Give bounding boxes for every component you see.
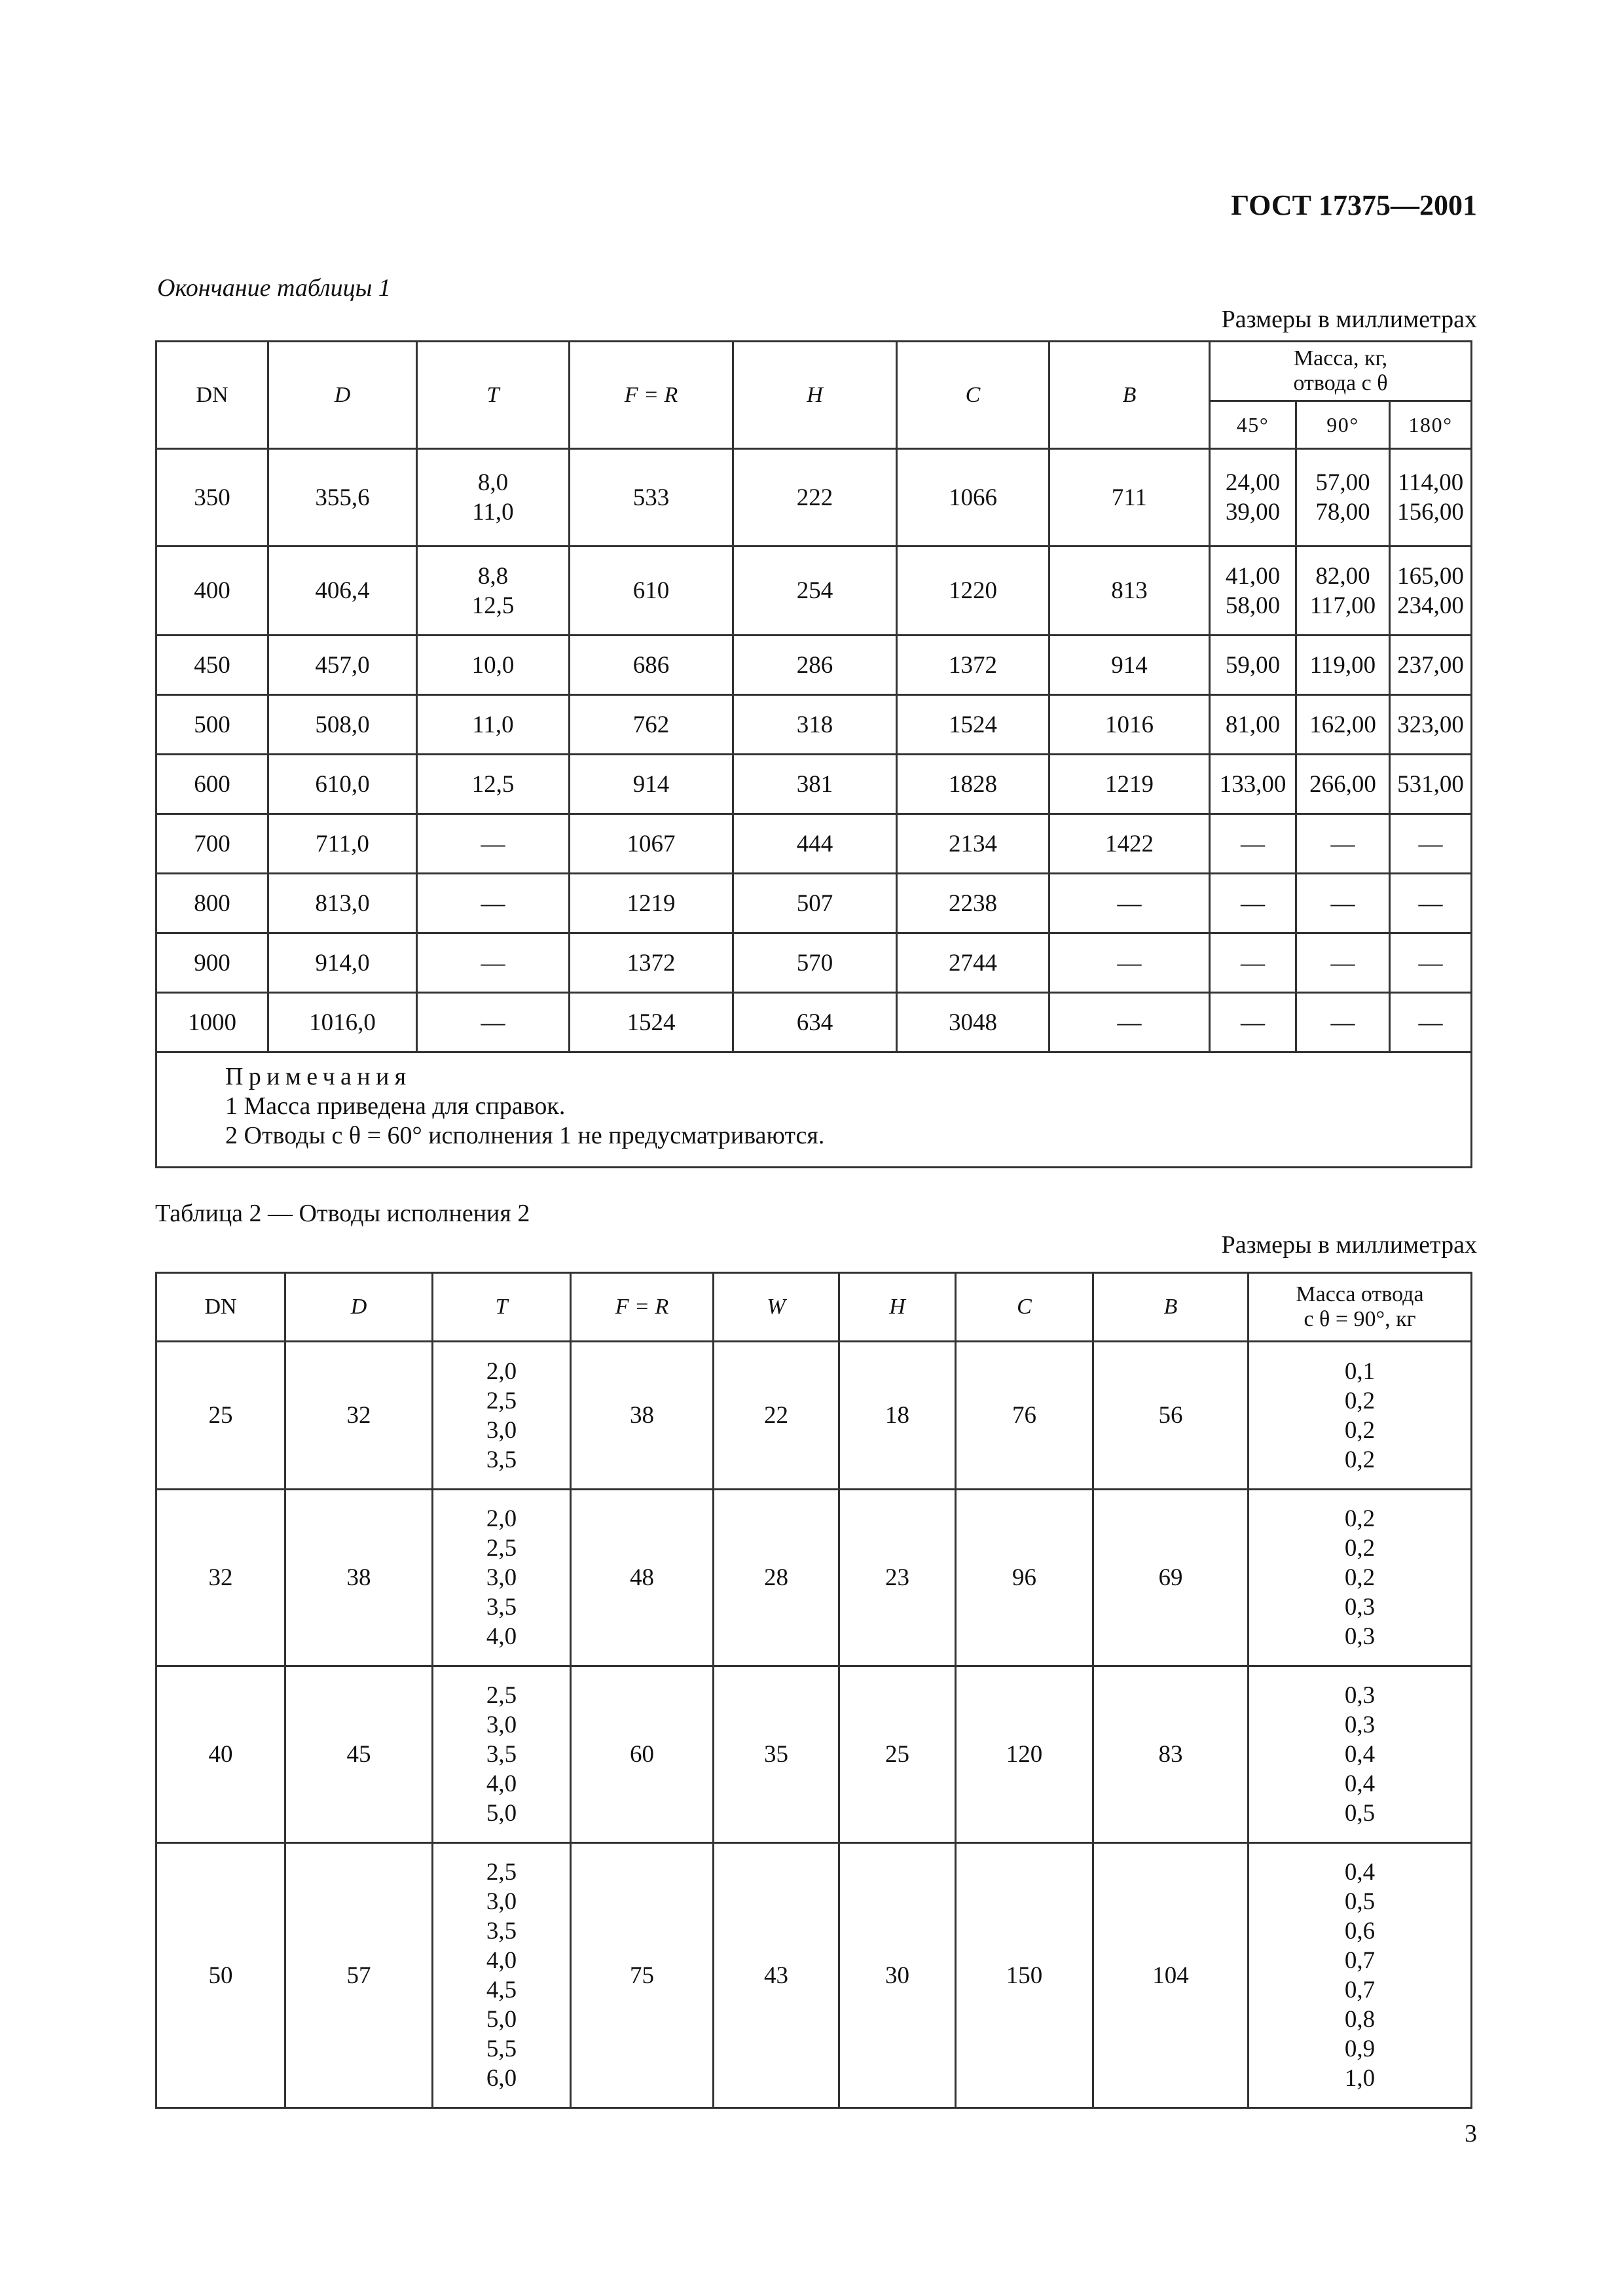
t1-cell-t: — bbox=[417, 933, 570, 993]
t1-header-mass-90: 90° bbox=[1296, 401, 1390, 449]
t1-cell-c: 1524 bbox=[897, 695, 1049, 755]
t1-cell-t: — bbox=[417, 814, 570, 874]
table-row bbox=[156, 547, 1472, 636]
t2-cell-mass: 0,2 0,2 0,2 0,3 0,3 bbox=[1249, 1490, 1472, 1666]
t1-cell-t: 8,8 12,5 bbox=[417, 547, 570, 636]
t1-cell-f-r: 533 bbox=[570, 449, 733, 547]
t1-cell-b: 711 bbox=[1049, 449, 1210, 547]
t1-cell-dn: 600 bbox=[156, 755, 268, 814]
t2-cell-mass: 0,3 0,3 0,4 0,4 0,5 bbox=[1249, 1666, 1472, 1843]
t1-cell-d: 355,6 bbox=[268, 449, 417, 547]
table-row bbox=[156, 1342, 1472, 1490]
t2-header-b: B bbox=[1093, 1273, 1249, 1342]
t2-cell-f-r: 48 bbox=[571, 1490, 714, 1666]
t1-cell-mass-45: 59,00 bbox=[1210, 636, 1296, 695]
table-row bbox=[156, 1490, 1472, 1666]
t2-cell-w: 43 bbox=[714, 1843, 839, 2108]
t2-header-w: W bbox=[714, 1273, 839, 1342]
t2-cell-t: 2,5 3,0 3,5 4,0 5,0 bbox=[433, 1666, 571, 1843]
note-2: 2 Отводы с θ = 60° исполнения 1 не предусматриваются. bbox=[225, 1122, 825, 1149]
t1-cell-t: — bbox=[417, 874, 570, 933]
table2-body bbox=[156, 1342, 1472, 2108]
note-1: 1 Масса приведена для справок. bbox=[225, 1092, 566, 1120]
t2-cell-mass: 0,4 0,5 0,6 0,7 0,7 0,8 0,9 1,0 bbox=[1249, 1843, 1472, 2108]
t1-cell-t: 10,0 bbox=[417, 636, 570, 695]
t2-cell-c: 150 bbox=[956, 1843, 1093, 2108]
t1-cell-mass-180: — bbox=[1390, 933, 1472, 993]
t2-cell-h: 18 bbox=[839, 1342, 956, 1490]
t2-header-h: H bbox=[839, 1273, 956, 1342]
t2-cell-w: 22 bbox=[714, 1342, 839, 1490]
t1-cell-f-r: 762 bbox=[570, 695, 733, 755]
t1-cell-mass-180: — bbox=[1390, 993, 1472, 1052]
t1-cell-mass-45: — bbox=[1210, 874, 1296, 933]
t1-cell-h: 222 bbox=[733, 449, 897, 547]
t1-cell-dn: 400 bbox=[156, 547, 268, 636]
t1-cell-d: 610,0 bbox=[268, 755, 417, 814]
t1-header-h: H bbox=[733, 342, 897, 449]
table-row bbox=[156, 1843, 1472, 2108]
t1-cell-c: 1828 bbox=[897, 755, 1049, 814]
t2-cell-b: 56 bbox=[1093, 1342, 1249, 1490]
t2-header-c: C bbox=[956, 1273, 1093, 1342]
t2-cell-w: 28 bbox=[714, 1490, 839, 1666]
t1-cell-d: 813,0 bbox=[268, 874, 417, 933]
t2-cell-c: 120 bbox=[956, 1666, 1093, 1843]
t1-cell-h: 570 bbox=[733, 933, 897, 993]
t1-cell-mass-180: 237,00 bbox=[1390, 636, 1472, 695]
t1-cell-dn: 900 bbox=[156, 933, 268, 993]
t1-cell-c: 3048 bbox=[897, 993, 1049, 1052]
t1-cell-h: 254 bbox=[733, 547, 897, 636]
t1-cell-dn: 800 bbox=[156, 874, 268, 933]
t2-cell-c: 96 bbox=[956, 1490, 1093, 1666]
t2-cell-f-r: 60 bbox=[571, 1666, 714, 1843]
t2-header-d: D bbox=[285, 1273, 433, 1342]
t1-cell-b: 1016 bbox=[1049, 695, 1210, 755]
t2-cell-t: 2,0 2,5 3,0 3,5 4,0 bbox=[433, 1490, 571, 1666]
document-code: ГОСТ 17375—2001 bbox=[1231, 189, 1477, 221]
t2-cell-b: 83 bbox=[1093, 1666, 1249, 1843]
t1-cell-h: 634 bbox=[733, 993, 897, 1052]
t2-cell-dn: 32 bbox=[156, 1490, 285, 1666]
t2-cell-w: 35 bbox=[714, 1666, 839, 1843]
t1-header-b: B bbox=[1049, 342, 1210, 449]
t2-cell-mass: 0,1 0,2 0,2 0,2 bbox=[1249, 1342, 1472, 1490]
t1-header-mass-45: 45° bbox=[1210, 401, 1296, 449]
t1-cell-h: 318 bbox=[733, 695, 897, 755]
t1-header-c: C bbox=[897, 342, 1049, 449]
t1-cell-mass-180: 323,00 bbox=[1390, 695, 1472, 755]
t2-cell-d: 45 bbox=[285, 1666, 433, 1843]
t1-cell-mass-90: 57,00 78,00 bbox=[1296, 449, 1390, 547]
t2-cell-h: 25 bbox=[839, 1666, 956, 1843]
t1-cell-h: 507 bbox=[733, 874, 897, 933]
t2-cell-f-r: 75 bbox=[571, 1843, 714, 2108]
t1-cell-b: 813 bbox=[1049, 547, 1210, 636]
t1-cell-mass-180: — bbox=[1390, 874, 1472, 933]
t2-cell-c: 76 bbox=[956, 1342, 1093, 1490]
t1-cell-mass-180: 531,00 bbox=[1390, 755, 1472, 814]
page-number: 3 bbox=[1465, 2120, 1477, 2147]
t1-cell-t: 8,0 11,0 bbox=[417, 449, 570, 547]
table-row bbox=[156, 874, 1472, 933]
t2-header-mass: Масса отвода с θ = 90°, кг bbox=[1249, 1273, 1472, 1342]
t1-header-d: D bbox=[268, 342, 417, 449]
t1-cell-dn: 350 bbox=[156, 449, 268, 547]
t2-cell-t: 2,5 3,0 3,5 4,0 4,5 5,0 5,5 6,0 bbox=[433, 1843, 571, 2108]
table2 bbox=[155, 1272, 1472, 2109]
t1-cell-mass-180: 114,00 156,00 bbox=[1390, 449, 1472, 547]
t1-header-mass: Масса, кг, отвода с θ bbox=[1210, 342, 1472, 401]
t2-cell-dn: 50 bbox=[156, 1843, 285, 2108]
t1-cell-d: 711,0 bbox=[268, 814, 417, 874]
t2-cell-b: 104 bbox=[1093, 1843, 1249, 2108]
t1-cell-dn: 500 bbox=[156, 695, 268, 755]
t1-cell-b: 1422 bbox=[1049, 814, 1210, 874]
t1-cell-b: 1219 bbox=[1049, 755, 1210, 814]
t1-cell-c: 1372 bbox=[897, 636, 1049, 695]
t1-cell-dn: 1000 bbox=[156, 993, 268, 1052]
t1-header-dn: DN bbox=[156, 342, 268, 449]
t1-cell-mass-180: 165,00 234,00 bbox=[1390, 547, 1472, 636]
t1-cell-mass-90: — bbox=[1296, 933, 1390, 993]
notes-title: Примечания bbox=[225, 1063, 412, 1090]
t1-cell-mass-45: 41,00 58,00 bbox=[1210, 547, 1296, 636]
t1-cell-dn: 450 bbox=[156, 636, 268, 695]
table1-units: Размеры в миллиметрах bbox=[1221, 306, 1477, 333]
t1-cell-h: 444 bbox=[733, 814, 897, 874]
t1-cell-mass-90: 266,00 bbox=[1296, 755, 1390, 814]
table-row bbox=[156, 755, 1472, 814]
t1-cell-t: — bbox=[417, 993, 570, 1052]
t1-cell-f-r: 914 bbox=[570, 755, 733, 814]
t1-cell-mass-45: 24,00 39,00 bbox=[1210, 449, 1296, 547]
t1-cell-c: 2238 bbox=[897, 874, 1049, 933]
table-row bbox=[156, 933, 1472, 993]
t1-cell-h: 286 bbox=[733, 636, 897, 695]
t1-cell-f-r: 1524 bbox=[570, 993, 733, 1052]
t1-cell-c: 1220 bbox=[897, 547, 1049, 636]
t1-cell-mass-90: — bbox=[1296, 993, 1390, 1052]
t1-cell-mass-45: — bbox=[1210, 933, 1296, 993]
t1-cell-mass-90: — bbox=[1296, 874, 1390, 933]
table1-body bbox=[156, 449, 1472, 1052]
t1-cell-t: 11,0 bbox=[417, 695, 570, 755]
t2-cell-d: 57 bbox=[285, 1843, 433, 2108]
t2-cell-d: 32 bbox=[285, 1342, 433, 1490]
t2-header-dn: DN bbox=[156, 1273, 285, 1342]
table-row bbox=[156, 449, 1472, 547]
t1-header-f-r: F = R bbox=[570, 342, 733, 449]
table-row bbox=[156, 814, 1472, 874]
t1-cell-h: 381 bbox=[733, 755, 897, 814]
t1-cell-d: 406,4 bbox=[268, 547, 417, 636]
t1-cell-f-r: 1067 bbox=[570, 814, 733, 874]
t1-cell-mass-90: 82,00 117,00 bbox=[1296, 547, 1390, 636]
t2-cell-dn: 40 bbox=[156, 1666, 285, 1843]
t1-cell-dn: 700 bbox=[156, 814, 268, 874]
t1-header-t: T bbox=[417, 342, 570, 449]
table2-caption: Таблица 2 — Отводы исполнения 2 bbox=[155, 1200, 530, 1227]
t1-cell-b: 914 bbox=[1049, 636, 1210, 695]
t1-cell-b: — bbox=[1049, 933, 1210, 993]
table-row bbox=[156, 695, 1472, 755]
t1-cell-b: — bbox=[1049, 993, 1210, 1052]
t2-cell-d: 38 bbox=[285, 1490, 433, 1666]
t1-cell-mass-45: — bbox=[1210, 814, 1296, 874]
t1-cell-d: 508,0 bbox=[268, 695, 417, 755]
t1-cell-f-r: 1219 bbox=[570, 874, 733, 933]
table2-units: Размеры в миллиметрах bbox=[1221, 1231, 1477, 1259]
table-row bbox=[156, 636, 1472, 695]
t1-cell-f-r: 1372 bbox=[570, 933, 733, 993]
table1-caption: Окончание таблицы 1 bbox=[157, 274, 391, 302]
table1-notes bbox=[156, 1052, 1472, 1168]
t1-cell-c: 2134 bbox=[897, 814, 1049, 874]
t1-cell-c: 2744 bbox=[897, 933, 1049, 993]
t2-header-t: T bbox=[433, 1273, 571, 1342]
t2-header-f-r: F = R bbox=[571, 1273, 714, 1342]
table1 bbox=[155, 340, 1472, 1168]
t1-cell-mass-180: — bbox=[1390, 814, 1472, 874]
t2-cell-b: 69 bbox=[1093, 1490, 1249, 1666]
t1-cell-f-r: 686 bbox=[570, 636, 733, 695]
t2-cell-h: 30 bbox=[839, 1843, 956, 2108]
t1-cell-mass-90: 162,00 bbox=[1296, 695, 1390, 755]
table-row bbox=[156, 993, 1472, 1052]
t1-cell-c: 1066 bbox=[897, 449, 1049, 547]
t1-header-mass-180: 180° bbox=[1390, 401, 1472, 449]
t1-cell-d: 914,0 bbox=[268, 933, 417, 993]
t1-cell-d: 1016,0 bbox=[268, 993, 417, 1052]
table-row bbox=[156, 1666, 1472, 1843]
t2-cell-f-r: 38 bbox=[571, 1342, 714, 1490]
t2-cell-t: 2,0 2,5 3,0 3,5 bbox=[433, 1342, 571, 1490]
t1-cell-b: — bbox=[1049, 874, 1210, 933]
t1-cell-mass-90: 119,00 bbox=[1296, 636, 1390, 695]
t2-cell-dn: 25 bbox=[156, 1342, 285, 1490]
t1-cell-mass-45: — bbox=[1210, 993, 1296, 1052]
t1-cell-d: 457,0 bbox=[268, 636, 417, 695]
t1-cell-t: 12,5 bbox=[417, 755, 570, 814]
t1-cell-mass-90: — bbox=[1296, 814, 1390, 874]
t1-cell-mass-45: 133,00 bbox=[1210, 755, 1296, 814]
t1-cell-f-r: 610 bbox=[570, 547, 733, 636]
t2-cell-h: 23 bbox=[839, 1490, 956, 1666]
t1-cell-mass-45: 81,00 bbox=[1210, 695, 1296, 755]
